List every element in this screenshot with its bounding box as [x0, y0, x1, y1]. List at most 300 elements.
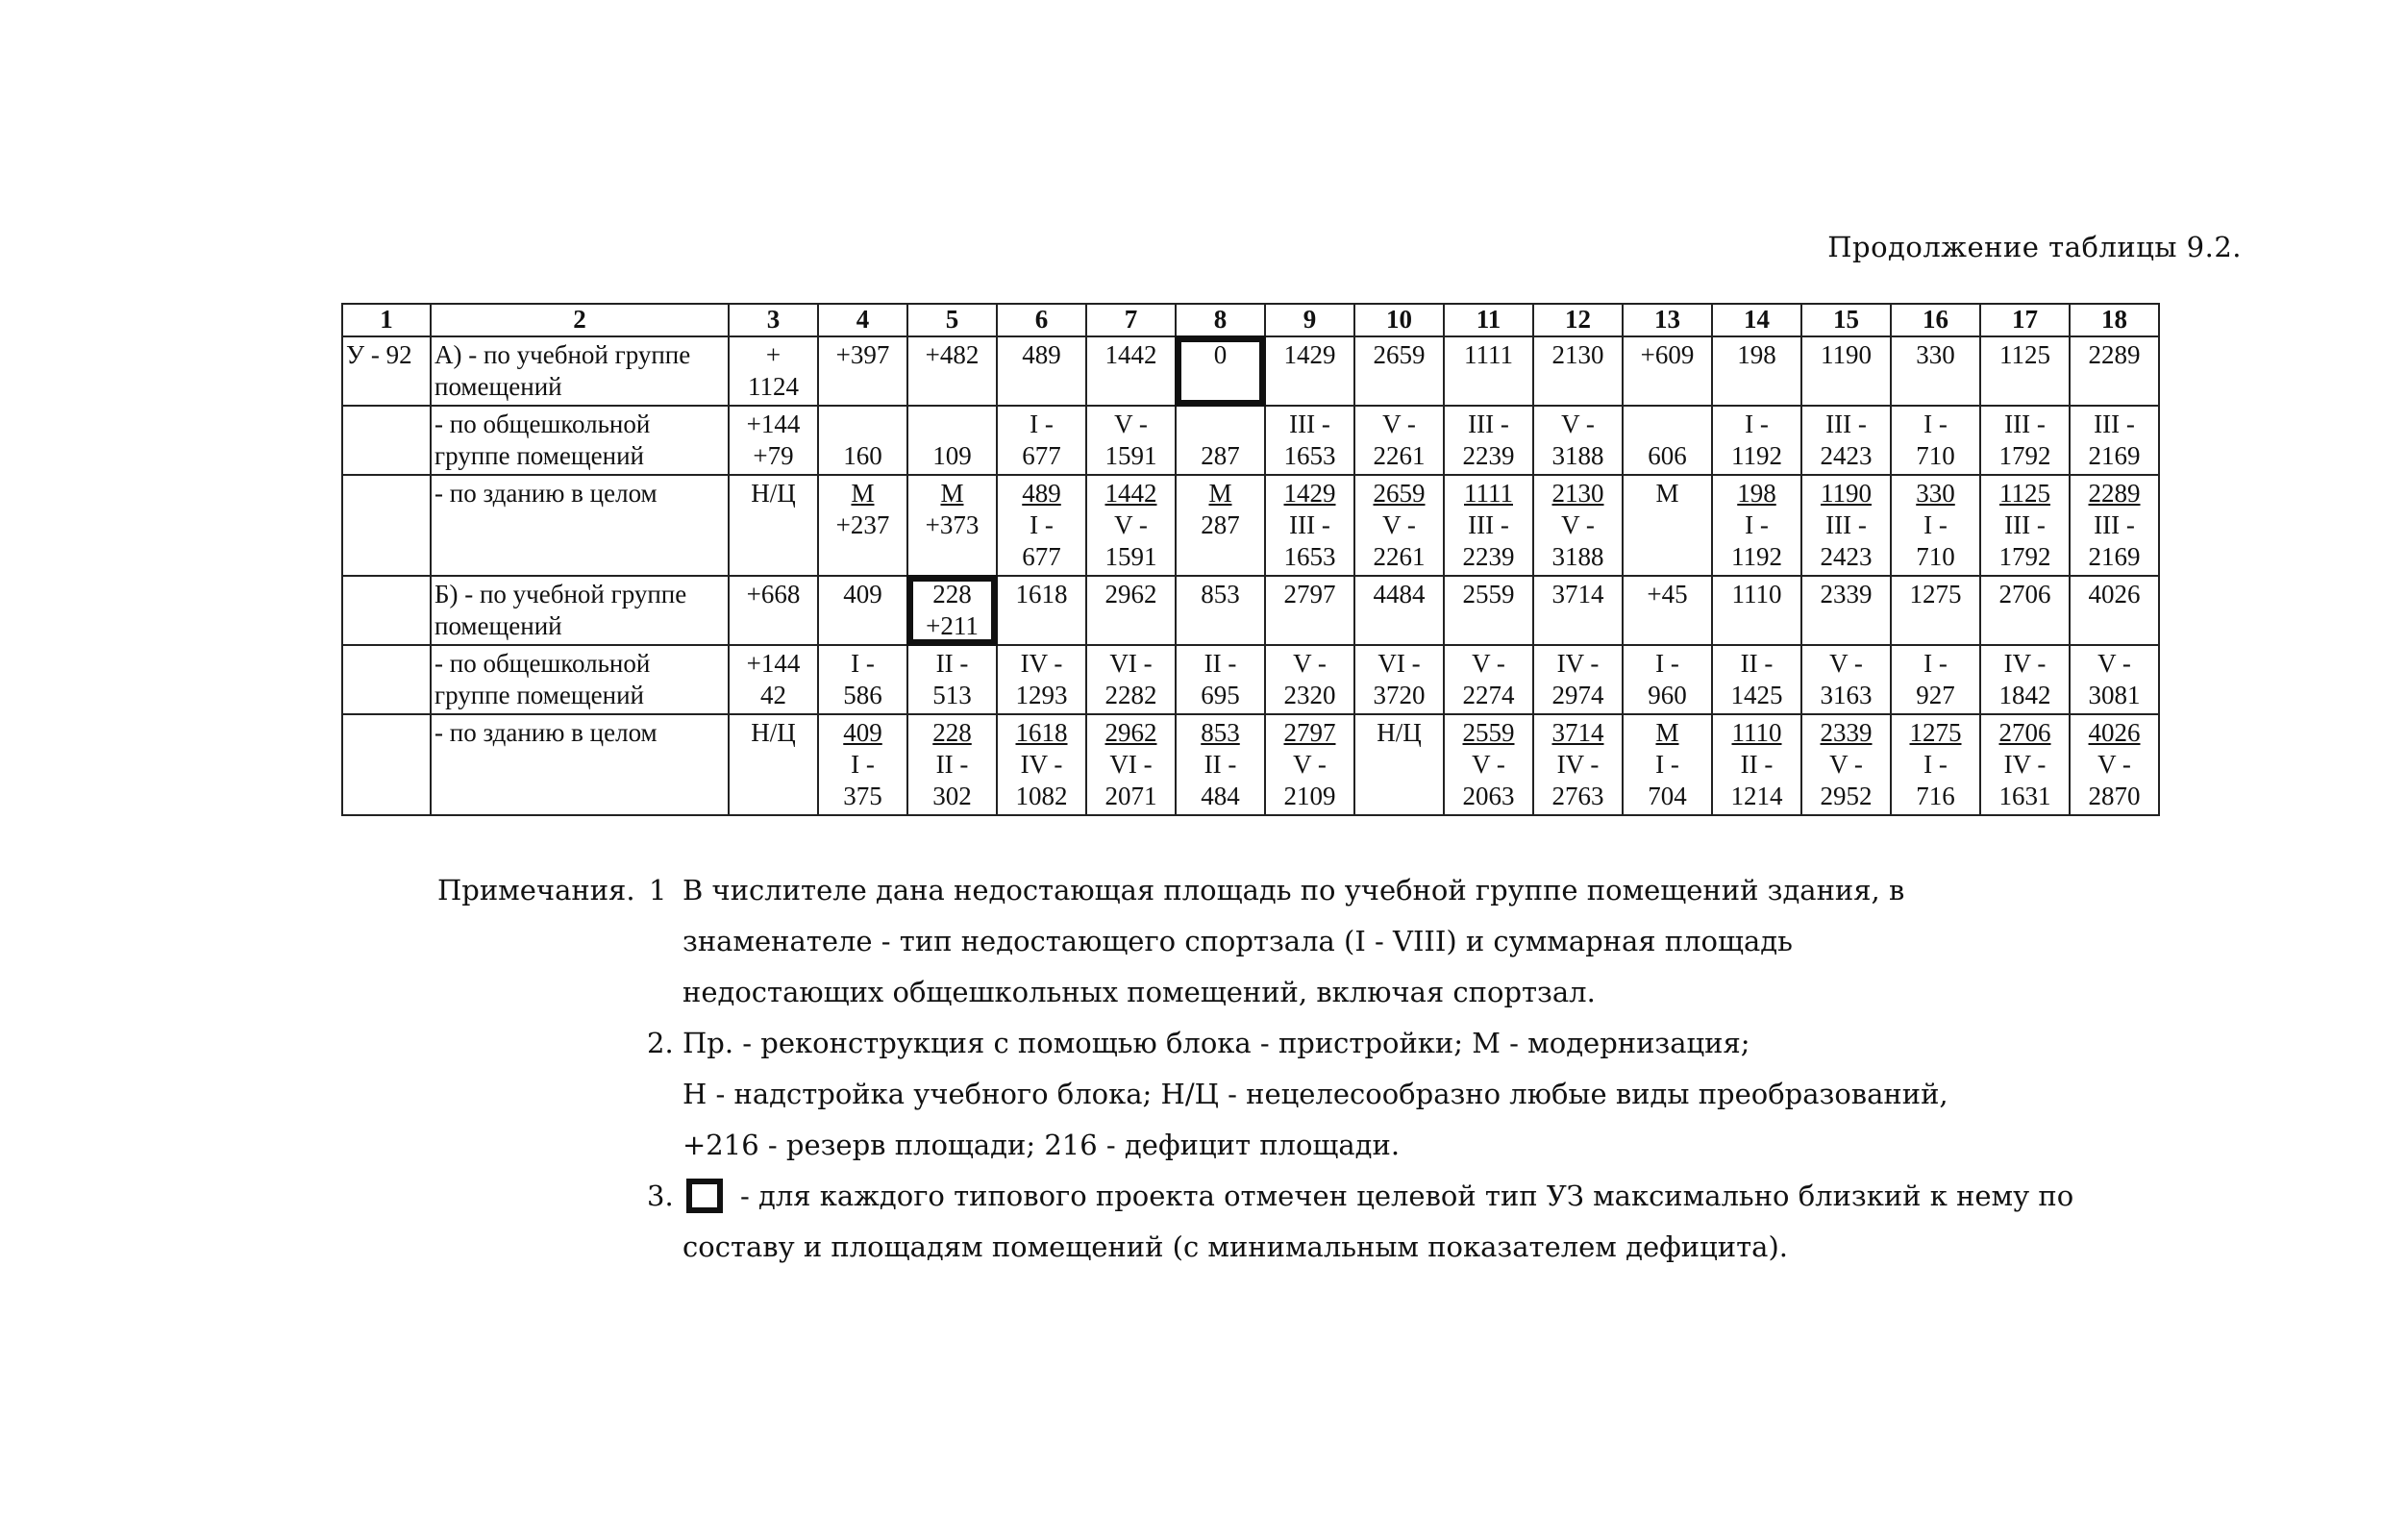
table-cell — [1533, 475, 1623, 576]
table-row — [342, 714, 2159, 815]
row-code — [342, 645, 431, 714]
cell-value: V - — [1829, 649, 1863, 678]
cell-value: V - — [1561, 410, 1595, 438]
table-caption: Продолжение таблицы 9.2. — [1827, 231, 2242, 263]
cell-value: I - — [1923, 750, 1948, 779]
table-cell — [1980, 645, 2070, 714]
cell-value: II - — [935, 649, 969, 678]
table-cell — [1980, 576, 2070, 645]
table-cell — [1533, 336, 1623, 406]
cell-value — [1179, 409, 1261, 440]
cell-value: 198 — [1737, 340, 1776, 369]
cell-value: 3163 — [1820, 681, 1873, 709]
cell-value: IV - — [1556, 649, 1600, 678]
table-cell — [1444, 475, 1533, 576]
note-line — [682, 1069, 2196, 1120]
cell-value: 2239 — [1462, 441, 1515, 470]
table-cell — [1354, 475, 1444, 576]
cell-value: III - — [2004, 410, 2046, 438]
table-row — [342, 336, 2159, 406]
cell-value: 375 — [843, 782, 882, 810]
table-cell — [1176, 406, 1265, 475]
cell-value: Н/Ц — [751, 718, 796, 747]
cell-value: 1425 — [1730, 681, 1783, 709]
cell-value: 1110 — [1731, 580, 1782, 609]
cell-value: 1110 — [1731, 718, 1782, 747]
data-table — [341, 303, 2160, 816]
column-header: 12 — [1533, 304, 1623, 336]
table-cell — [1623, 645, 1712, 714]
cell-value: 2870 — [2088, 782, 2141, 810]
column-header: 7 — [1086, 304, 1176, 336]
table-cell — [1712, 475, 1801, 576]
table-cell — [997, 576, 1086, 645]
cell-value: 2974 — [1551, 681, 1604, 709]
cell-value: III - — [1289, 510, 1330, 539]
cell-value: III - — [1825, 510, 1867, 539]
cell-value: II - — [1204, 649, 1237, 678]
cell-value: V - — [1561, 510, 1595, 539]
cell-value: 586 — [843, 681, 882, 709]
cell-value: 710 — [1916, 542, 1955, 571]
cell-value: 2261 — [1373, 542, 1426, 571]
column-header: 2 — [431, 304, 729, 336]
cell-value: 2130 — [1551, 479, 1604, 508]
cell-value: 1631 — [1998, 782, 2051, 810]
table-cell — [907, 645, 997, 714]
cell-value: 2659 — [1373, 479, 1426, 508]
cell-value: 2559 — [1462, 718, 1515, 747]
cell-value: 2423 — [1820, 441, 1873, 470]
cell-value: 1111 — [1464, 340, 1513, 369]
cell-value: +609 — [1640, 340, 1695, 369]
note-line — [682, 1222, 2196, 1273]
table-cell — [729, 406, 818, 475]
table-cell — [1354, 714, 1444, 815]
column-header: 17 — [1980, 304, 2070, 336]
cell-value: 677 — [1022, 441, 1061, 470]
cell-value: 2339 — [1820, 580, 1873, 609]
cell-value: 513 — [932, 681, 972, 709]
table-cell — [1533, 645, 1623, 714]
note-text: составу и площадям помещений (с минимальным показателем дефицита). — [682, 1230, 1788, 1263]
note-text: недостающих общешкольных помещений, включая спортзал. — [682, 976, 1596, 1008]
note-line — [682, 967, 2196, 1018]
cell-value: III - — [1468, 510, 1509, 539]
table-cell — [1444, 406, 1533, 475]
row-label: - по общешкольной группе помещений — [431, 645, 729, 714]
table-cell — [2070, 714, 2159, 815]
cell-value: IV - — [1556, 750, 1600, 779]
cell-value: 3714 — [1551, 580, 1604, 609]
table-cell — [1980, 406, 2070, 475]
cell-value: 1792 — [1998, 441, 2051, 470]
table-cell — [1712, 645, 1801, 714]
cell-value: V - — [1293, 750, 1327, 779]
cell-value: 2797 — [1283, 718, 1336, 747]
cell-value: I - — [851, 750, 875, 779]
cell-value: III - — [1468, 410, 1509, 438]
cell-value: +237 — [835, 510, 890, 539]
table-cell — [1891, 645, 1980, 714]
cell-value: II - — [1740, 649, 1774, 678]
table-cell — [1176, 576, 1265, 645]
cell-value: II - — [1740, 750, 1774, 779]
cell-value: 2169 — [2088, 542, 2141, 571]
cell-value: 1842 — [1998, 681, 2051, 709]
cell-value: 489 — [1022, 479, 1061, 508]
table-cell — [907, 475, 997, 576]
table-cell — [1891, 475, 1980, 576]
table-cell — [1265, 576, 1354, 645]
note-line — [682, 1171, 2196, 1222]
cell-value: + — [765, 340, 782, 369]
cell-value: I - — [1745, 510, 1769, 539]
cell-value: Н/Ц — [751, 479, 796, 508]
cell-value: 2659 — [1373, 340, 1426, 369]
table-cell — [1891, 714, 1980, 815]
cell-value: V - — [1472, 649, 1505, 678]
cell-value: IV - — [1020, 649, 1063, 678]
table-cell — [1801, 475, 1891, 576]
cell-value: 1618 — [1015, 718, 1068, 747]
cell-value: 3720 — [1373, 681, 1426, 709]
table-row — [342, 576, 2159, 645]
cell-value: III - — [2004, 510, 2046, 539]
cell-value: I - — [1923, 510, 1948, 539]
table-row — [342, 406, 2159, 475]
table-header-row — [342, 304, 2159, 336]
note-text: В числителе дана недостающая площадь по учебной группе помещений здания, в — [682, 874, 1905, 907]
table-cell — [1801, 576, 1891, 645]
table-cell — [1265, 406, 1354, 475]
table-cell — [1980, 336, 2070, 406]
cell-value: М — [1655, 718, 1679, 747]
row-code — [342, 576, 431, 645]
cell-value: 927 — [1916, 681, 1955, 709]
cell-value: 2763 — [1551, 782, 1604, 810]
cell-value: 1442 — [1104, 340, 1157, 369]
table-cell — [2070, 475, 2159, 576]
table-cell — [1086, 645, 1176, 714]
cell-value: 3188 — [1551, 542, 1604, 571]
notes-heading: Примечания. — [437, 874, 635, 907]
column-header: 13 — [1623, 304, 1712, 336]
cell-value: V - — [1472, 750, 1505, 779]
column-header: 10 — [1354, 304, 1444, 336]
cell-value: 160 — [843, 441, 882, 470]
note-number: 3. — [647, 1180, 674, 1212]
table-cell — [1801, 406, 1891, 475]
cell-value: V - — [1114, 510, 1148, 539]
cell-value: 287 — [1201, 510, 1240, 539]
row-label: А) - по учебной группе помещений — [431, 336, 729, 406]
table-cell — [1533, 406, 1623, 475]
table-cell — [1444, 576, 1533, 645]
cell-value: 2063 — [1462, 782, 1515, 810]
cell-value: III - — [1289, 410, 1330, 438]
cell-value: 409 — [843, 718, 882, 747]
table-cell — [1086, 714, 1176, 815]
note-text: Пр. - реконструкция с помощью блока - пристройки; М - модернизация; — [682, 1027, 1750, 1059]
table-cell — [1712, 406, 1801, 475]
column-header: 9 — [1265, 304, 1354, 336]
cell-value: 4026 — [2088, 718, 2141, 747]
cell-value: III - — [2094, 510, 2135, 539]
cell-value: IV - — [1020, 750, 1063, 779]
table-cell — [1533, 714, 1623, 815]
table-cell — [1623, 714, 1712, 815]
cell-value: 716 — [1916, 782, 1955, 810]
cell-value: V - — [1382, 410, 1416, 438]
cell-value: 1792 — [1998, 542, 2051, 571]
cell-value: IV - — [2003, 649, 2047, 678]
table-cell — [1980, 714, 2070, 815]
cell-value: 2109 — [1283, 782, 1336, 810]
note-item — [437, 865, 2196, 1018]
cell-value: 198 — [1737, 479, 1776, 508]
table-cell — [997, 336, 1086, 406]
data-table-container — [341, 303, 2160, 816]
cell-value: I - — [1923, 410, 1948, 438]
cell-value: 2071 — [1104, 782, 1157, 810]
cell-value: 1190 — [1821, 340, 1872, 369]
table-cell — [729, 714, 818, 815]
table-cell — [1176, 336, 1265, 406]
table-cell — [1623, 475, 1712, 576]
table-cell — [2070, 406, 2159, 475]
table-cell — [1891, 576, 1980, 645]
cell-value: 1125 — [1999, 340, 2050, 369]
cell-value: 2289 — [2088, 479, 2141, 508]
cell-value: III - — [1825, 410, 1867, 438]
cell-value: 2130 — [1551, 340, 1604, 369]
cell-value: VI - — [1109, 750, 1153, 779]
cell-value: М — [1655, 479, 1679, 508]
note-number: 2. — [647, 1027, 674, 1059]
cell-value: 1429 — [1283, 479, 1336, 508]
cell-value: VI - — [1377, 649, 1421, 678]
cell-value: +211 — [926, 611, 979, 640]
table-cell — [907, 576, 997, 645]
cell-value: +45 — [1647, 580, 1688, 609]
cell-value: 302 — [932, 782, 972, 810]
table-cell — [997, 475, 1086, 576]
cell-value: +373 — [925, 510, 980, 539]
note-item — [437, 1018, 2196, 1171]
note-number: 1 — [649, 874, 667, 907]
table-cell — [907, 406, 997, 475]
table-row — [342, 475, 2159, 576]
cell-value: 853 — [1201, 718, 1240, 747]
table-cell — [1265, 336, 1354, 406]
table-cell — [1086, 336, 1176, 406]
cell-value: 2797 — [1283, 580, 1336, 609]
cell-value: М — [851, 479, 875, 508]
cell-value: 853 — [1201, 580, 1240, 609]
table-cell — [729, 645, 818, 714]
note-text: знаменателе - тип недостающего спортзала (I - VIII) и суммарная площадь — [682, 925, 1793, 957]
table-cell — [1623, 336, 1712, 406]
cell-value: +397 — [835, 340, 890, 369]
table-cell — [997, 714, 1086, 815]
column-header: 4 — [818, 304, 907, 336]
cell-value: 42 — [760, 681, 786, 709]
table-cell — [729, 336, 818, 406]
row-label: - по зданию в целом — [431, 475, 729, 576]
column-header: 18 — [2070, 304, 2159, 336]
cell-value: 1125 — [1999, 479, 2050, 508]
table-cell — [1176, 714, 1265, 815]
cell-value: 704 — [1648, 782, 1687, 810]
cell-value: V - — [1114, 410, 1148, 438]
table-cell — [1712, 576, 1801, 645]
cell-value: I - — [1030, 410, 1054, 438]
cell-value — [822, 409, 904, 440]
cell-value: 1429 — [1283, 340, 1336, 369]
table-body — [342, 336, 2159, 815]
cell-value: 4026 — [2088, 580, 2141, 609]
cell-value: 489 — [1022, 340, 1061, 369]
cell-value: VI - — [1109, 649, 1153, 678]
note-text: - для каждого типового проекта отмечен целевой тип УЗ максимально близкий к нему по — [740, 1180, 2074, 1212]
cell-value: V - — [1382, 510, 1416, 539]
table-cell — [1891, 406, 1980, 475]
table-cell — [818, 406, 907, 475]
cell-value: 695 — [1201, 681, 1240, 709]
table-cell — [1712, 336, 1801, 406]
cell-value: V - — [2097, 750, 2131, 779]
table-cell — [818, 576, 907, 645]
cell-value: 1124 — [748, 372, 799, 401]
table-cell — [1176, 475, 1265, 576]
table-cell — [2070, 576, 2159, 645]
cell-value: 2706 — [1998, 580, 2051, 609]
table-cell — [729, 475, 818, 576]
cell-value: 606 — [1648, 441, 1687, 470]
note-text: Н - надстройка учебного блока; Н/Ц - нецелесообразно любые виды преобразований, — [682, 1078, 1948, 1110]
cell-value: 2423 — [1820, 542, 1873, 571]
table-cell — [1801, 336, 1891, 406]
column-header: 11 — [1444, 304, 1533, 336]
cell-value: 2274 — [1462, 681, 1515, 709]
column-header: 14 — [1712, 304, 1801, 336]
cell-value — [1626, 409, 1708, 440]
cell-value: 287 — [1201, 441, 1240, 470]
notes-section — [437, 865, 2196, 1273]
table-cell — [1086, 475, 1176, 576]
cell-value: 2962 — [1104, 580, 1157, 609]
column-header: 3 — [729, 304, 818, 336]
note-text: +216 - резерв площади; 216 - дефицит площади. — [682, 1129, 1401, 1161]
table-cell — [907, 714, 997, 815]
cell-value: 484 — [1201, 782, 1240, 810]
table-cell — [1712, 714, 1801, 815]
row-code — [342, 714, 431, 815]
cell-value: II - — [1204, 750, 1237, 779]
cell-value: +79 — [753, 441, 794, 470]
cell-value: I - — [1923, 649, 1948, 678]
table-cell — [1533, 576, 1623, 645]
table-cell — [2070, 336, 2159, 406]
row-label: Б) - по учебной группе помещений — [431, 576, 729, 645]
table-cell — [1354, 406, 1444, 475]
table-cell — [1086, 576, 1176, 645]
cell-value: 330 — [1916, 479, 1955, 508]
cell-value: I - — [1655, 649, 1679, 678]
column-header: 6 — [997, 304, 1086, 336]
table-cell — [2070, 645, 2159, 714]
table-cell — [1801, 645, 1891, 714]
table-cell — [997, 406, 1086, 475]
cell-value: II - — [935, 750, 969, 779]
cell-value: 1293 — [1015, 681, 1068, 709]
cell-value: 330 — [1916, 340, 1955, 369]
cell-value: 109 — [932, 441, 972, 470]
column-header: 15 — [1801, 304, 1891, 336]
cell-value: V - — [2097, 649, 2131, 678]
cell-value: 1653 — [1283, 542, 1336, 571]
cell-value: М — [1208, 479, 1232, 508]
cell-value: 1214 — [1730, 782, 1783, 810]
table-cell — [729, 576, 818, 645]
table-cell — [907, 336, 997, 406]
cell-value: IV - — [2003, 750, 2047, 779]
cell-value: 2239 — [1462, 542, 1515, 571]
cell-value: 3714 — [1551, 718, 1604, 747]
cell-value: 228 — [932, 718, 972, 747]
cell-value: 0 — [1213, 340, 1228, 369]
column-header: 1 — [342, 304, 431, 336]
cell-value: +668 — [746, 580, 801, 609]
table-cell — [1176, 645, 1265, 714]
cell-value: 4484 — [1373, 580, 1426, 609]
cell-value: V - — [1829, 750, 1863, 779]
cell-value: 677 — [1022, 542, 1061, 571]
table-cell — [997, 645, 1086, 714]
cell-value: 2339 — [1820, 718, 1873, 747]
cell-value: 1190 — [1821, 479, 1872, 508]
cell-value: 2289 — [2088, 340, 2141, 369]
table-cell — [818, 714, 907, 815]
cell-value: 1275 — [1909, 580, 1962, 609]
table-cell — [1444, 714, 1533, 815]
table-row — [342, 645, 2159, 714]
cell-value: 1591 — [1104, 542, 1157, 571]
table-cell — [1623, 576, 1712, 645]
note-line — [682, 865, 2196, 916]
cell-value: 710 — [1916, 441, 1955, 470]
cell-value: 1192 — [1731, 542, 1782, 571]
cell-value: 228 — [932, 580, 972, 609]
cell-value: +482 — [925, 340, 980, 369]
cell-value: 2261 — [1373, 441, 1426, 470]
row-label: - по зданию в целом — [431, 714, 729, 815]
cell-value: 1591 — [1104, 441, 1157, 470]
row-code: У - 92 — [342, 336, 431, 406]
table-cell — [1265, 475, 1354, 576]
note-line — [682, 1018, 2196, 1069]
cell-value: 2169 — [2088, 441, 2141, 470]
cell-value: 1082 — [1015, 782, 1068, 810]
table-cell — [1980, 475, 2070, 576]
cell-value: 3081 — [2088, 681, 2141, 709]
column-header: 8 — [1176, 304, 1265, 336]
column-header: 16 — [1891, 304, 1980, 336]
cell-value: 1192 — [1731, 441, 1782, 470]
cell-value: V - — [1293, 649, 1327, 678]
table-cell — [1354, 336, 1444, 406]
